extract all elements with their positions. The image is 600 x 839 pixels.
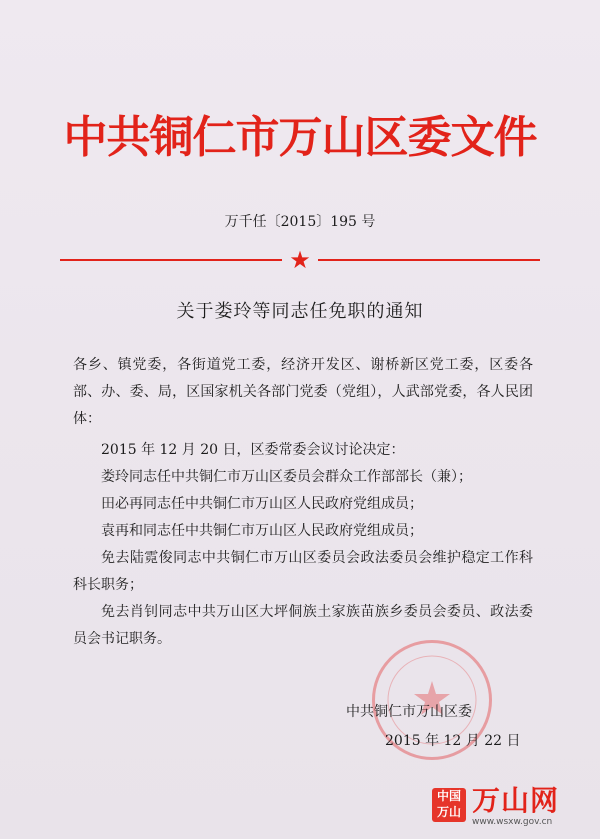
red-rule-right	[318, 259, 540, 261]
document-number: 万千任〔2015〕195 号	[224, 214, 376, 230]
notice-body	[73, 352, 533, 653]
document-masthead: 中共铜仁市万山区委文件	[63, 112, 537, 163]
issuer-name: 中共铜仁市万山区委	[346, 704, 472, 720]
body-paragraph: 田必再同志任中共铜仁市万山区人民政府党组成员；	[101, 496, 423, 512]
site-badge: 中国万山	[432, 788, 466, 822]
body-paragraph: 袁再和同志任中共铜仁市万山区人民政府党组成员；	[101, 523, 423, 539]
site-name: 万山网	[472, 784, 560, 817]
site-watermark	[432, 784, 582, 826]
site-url: www.wsxw.gov.cn	[472, 817, 553, 827]
notice-title: 关于娄玲等同志任免职的通知	[176, 301, 424, 322]
body-paragraph: 娄玲同志任中共铜仁市万山区委员会群众工作部部长（兼）；	[101, 469, 472, 485]
body-paragraph: 免去肖钊同志中共万山区大坪侗族土家族苗族乡委员会委员、政法委员会书记职务。	[73, 604, 533, 647]
red-star-icon: ★	[289, 246, 311, 274]
addressee: 各乡、镇党委，各街道党工委，经济开发区、谢桥新区党工委，区委各部、办、委、局，区国家机关各部门党委（党组），人武部党委，各人民团体：	[73, 357, 533, 427]
body-paragraph: 免去陆霓俊同志中共铜仁市万山区委员会政法委员会维护稳定工作科科长职务；	[73, 550, 533, 593]
issue-date: 2015 年 12 月 22 日	[385, 733, 521, 749]
red-rule-left	[60, 259, 282, 261]
body-paragraph: 2015 年 12 月 20 日，区委常委会议讨论决定：	[101, 442, 405, 458]
